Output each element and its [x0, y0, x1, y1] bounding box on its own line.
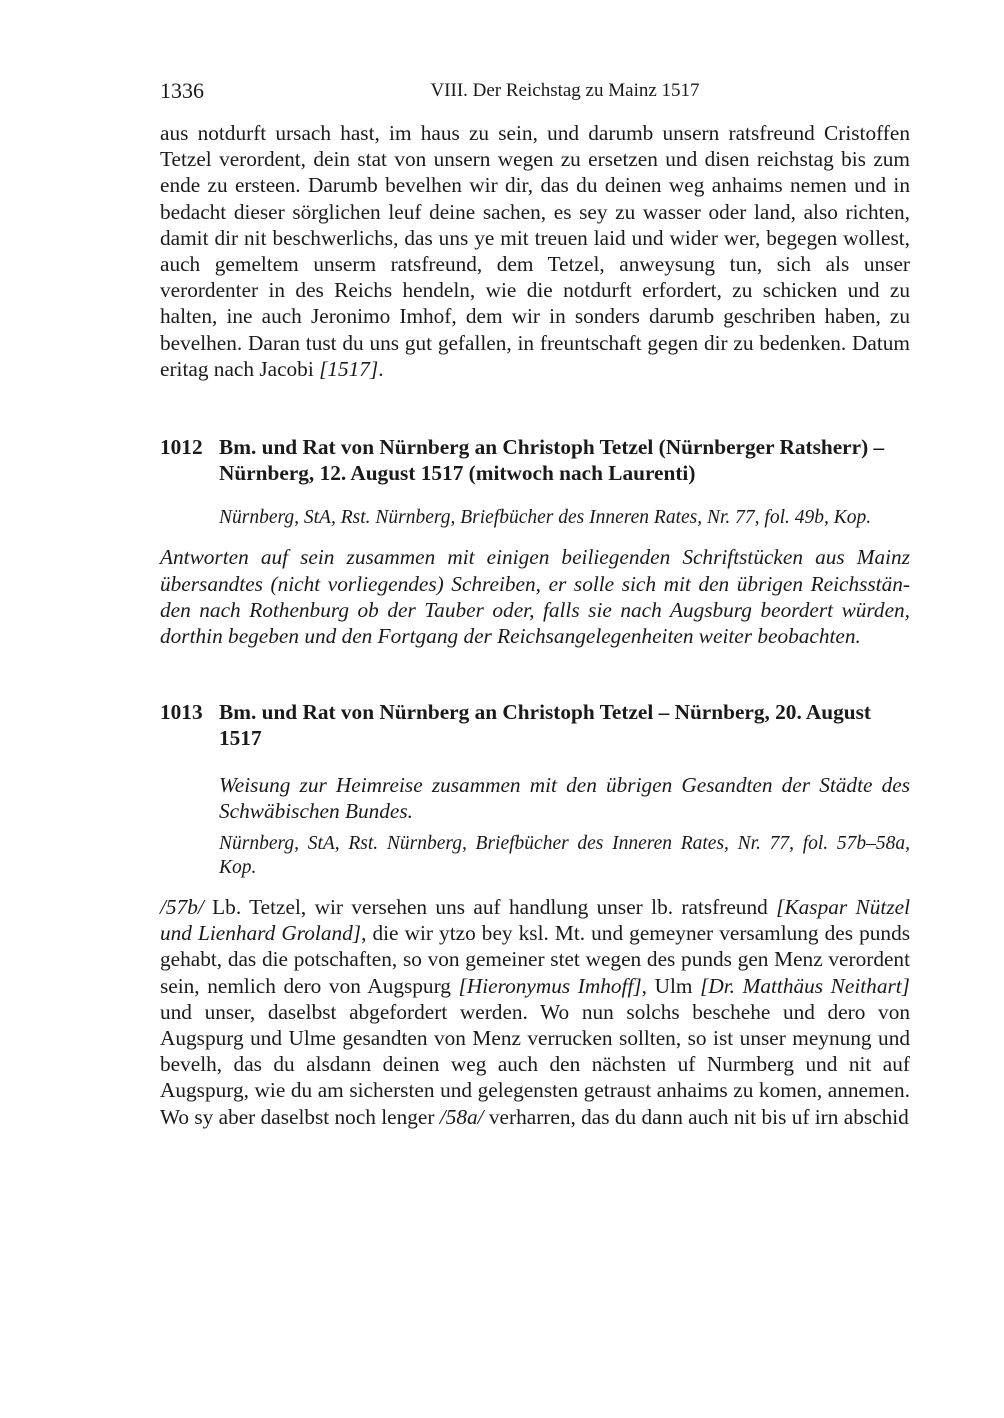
editorial-note: [Dr. Matthäus Neithart] — [700, 973, 910, 998]
text-segment: und unser, daselbst abgefordert werden. Wo nun solchs beschehe und dero von Augspurg und Ulme gesandten von Menz verrucken sollten, so ist unser meynung und bevelh, das du alsdann deinen weg auch den nächsten uf Nurmberg und nit auf Augspurg, wie du am sichersten und gelegensten getraust anhaims zu komen, annemen. Wo sy aber daselbst noch lenger — [160, 999, 910, 1129]
document-heading — [160, 699, 910, 751]
editorial-note: [Kaspar Nützel und Lienhard Groland] — [160, 895, 910, 946]
document-summary: Antworten auf sein zusammen mit einigen beiliegenden Schriftstücken aus Mainz übersandtes (nicht vorliegendes) Schreiben, er solle sich mit den übrigen Reichsständen nach Rothenburg ob der Tauber oder, falls sie nach Augsburg beordert würden, dorthin begeben und den Fortgang der Reichsangelegenheiten weiter beobachten. — [160, 545, 910, 649]
running-title: VIII. Der Reichstag zu Mainz 1517 — [430, 80, 700, 101]
folio-marker: /58a/ — [439, 1104, 484, 1129]
intro-end: . — [378, 356, 384, 381]
document-title: Bm. und Rat von Nürnberg an Christoph Tetzel – Nürnberg, 20. August 1517 — [219, 700, 872, 751]
text-segment: , die wir ytzo bey ksl. Mt. und gemeyner versamlung des punds gehabt, das die potschaften, so von gemeiner stet wegen des punds gen Menz verordent sein, nemlich dero von Augspurg — [160, 921, 911, 998]
source-citation: Nürnberg, StA, Rst. Nürnberg, Briefbücher des Inneren Rates, Nr. 77, fol. 49b, Kop. — [219, 507, 872, 529]
document-title: Bm. und Rat von Nürnberg an Christoph Tetzel (Nürnberger Ratsherr) – Nürnberg, 12. August 1517 (mitwoch nach Laurenti) — [219, 435, 885, 486]
folio-marker: /57b/ — [160, 895, 204, 920]
document-number: 1013 — [160, 700, 203, 725]
intro-date: [1517] — [319, 356, 379, 381]
page — [160, 78, 910, 1130]
document-number: 1012 — [160, 435, 203, 460]
document-heading — [160, 434, 910, 486]
text-segment: , Ulm — [641, 973, 701, 998]
editorial-note: [Hieronymus Imhoff] — [458, 973, 642, 998]
document-1013 — [160, 699, 910, 1130]
page-number: 1336 — [160, 78, 204, 103]
text-segment: Lb. Tetzel, wir versehen uns auf handlung unser lb. ratsfreund — [203, 895, 777, 920]
text-segment: verharren, das du dann auch nit bis uf irn abschid — [483, 1104, 909, 1129]
source-citation: Nürnberg, StA, Rst. Nürnberg, Briefbücher des Inneren Rates, Nr. 77, fol. 57b–58a, Kop. — [219, 833, 910, 879]
intro-text: aus notdurft ursach hast, im haus zu sein, und darumb unsern ratsfreund Cristoffen Tetzel verordent, dein stat von unsern wegen zu ersetzen und disen reichstag bis zum ende zu ersteen. Darumb bevelhen wir dir, das du deinen weg anhaims nemen und in bedacht dieser sörglichen leuf deine sachen, es sey zu wasser oder land, also richten, damit dir nit beschwerlichs, das uns ye mit treuen laid und wider wer, begegen wollest, auch gemeltem unserm ratsfreund, dem Tetzel, anweysung tun, sich als unser verordenter in des Reichs hendeln, wie die notdurft erfordert, zu schicken und zu halten, ine auch Jeronimo Imhof, dem wir in sonders darumb geschriben haben, zu bevelhen. Daran tust du uns gut gefallen, in freuntschaft gegen dir zu bedenken. Datum eritag nach Jacobi — [160, 121, 910, 381]
page-header — [160, 78, 910, 108]
document-text — [160, 894, 910, 1130]
document-1012 — [160, 434, 910, 649]
document-regest: Weisung zur Heimreise zusammen mit den übrigen Gesandten der Städte des Schwäbischen Bundes. — [219, 772, 910, 823]
intro-paragraph — [160, 120, 910, 382]
